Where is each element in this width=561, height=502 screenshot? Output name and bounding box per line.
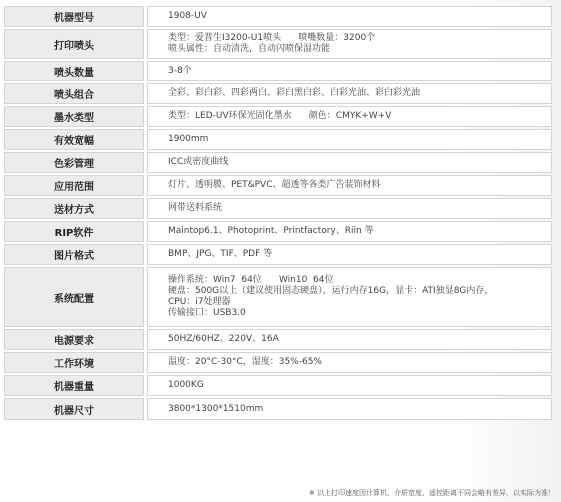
spec-label: 机器尺寸 xyxy=(4,398,144,420)
spec-label: 应用范围 xyxy=(4,175,144,196)
spec-row xyxy=(4,152,552,173)
spec-value xyxy=(147,106,552,127)
spec-label: 喷头组合 xyxy=(4,83,144,104)
spec-label: 有效宽幅 xyxy=(4,129,144,150)
spec-value-line: BMP、JPG、TIF、PDF 等 xyxy=(168,249,273,259)
spec-value xyxy=(147,398,552,420)
spec-value-line: 硬盘：500G以上（建议使用固态硬盘），运行内存16G，显卡：ATI独显8G内存， xyxy=(168,286,494,296)
spec-value xyxy=(147,129,552,150)
spec-value xyxy=(147,152,552,173)
spec-row xyxy=(4,83,552,104)
spec-value-line: Maintop6.1、Photoprint、Printfactory、Riin 等 xyxy=(168,226,374,236)
spec-row xyxy=(4,175,552,196)
spec-label: 墨水类型 xyxy=(4,106,144,127)
spec-value xyxy=(147,352,552,373)
spec-table xyxy=(4,6,552,420)
spec-label: 机器型号 xyxy=(4,6,144,27)
spec-value-line: 灯片、透明膜、PET&PVC、超透等各类广告装饰材料 xyxy=(168,180,381,190)
spec-value-line: 3800*1300*1510mm xyxy=(168,403,264,414)
spec-value-line: 1900mm xyxy=(168,134,209,144)
spec-value-line: 50HZ/60HZ、220V、16A xyxy=(168,334,279,344)
spec-value xyxy=(147,83,552,104)
spec-value-line: 3-8个 xyxy=(168,65,192,76)
spec-row xyxy=(4,29,552,59)
spec-row xyxy=(4,198,552,219)
spec-value-line: 类型：LED-UV环保光固化墨水 颜色：CMYK+W+V xyxy=(168,111,392,121)
spec-value-line: 温度：20°C-30°C，湿度：35%-65% xyxy=(168,357,322,367)
spec-row xyxy=(4,375,552,396)
spec-value-line: 全彩、彩白彩、四彩两白、彩白黑白彩、白彩光油、彩白彩光油 xyxy=(168,88,421,98)
spec-value-line: ICC或密度曲线 xyxy=(168,157,229,167)
footnote: ※ 以上打印速度因计算机、介质宽度、遥控距离不同会略有差异，以实际为准！ xyxy=(308,489,555,497)
spec-label: 工作环境 xyxy=(4,352,144,373)
spec-value xyxy=(147,267,552,327)
spec-row xyxy=(4,61,552,81)
spec-row xyxy=(4,329,552,350)
spec-label: 机器重量 xyxy=(4,375,144,396)
spec-label: 图片格式 xyxy=(4,244,144,265)
spec-value xyxy=(147,198,552,219)
spec-label: 色彩管理 xyxy=(4,152,144,173)
spec-value xyxy=(147,375,552,396)
spec-value xyxy=(147,175,552,196)
spec-value-line: 网带送料系统 xyxy=(168,203,223,213)
spec-value-line: CPU：i7处理器 xyxy=(168,297,231,307)
spec-row xyxy=(4,221,552,242)
spec-row xyxy=(4,244,552,265)
spec-label: 送材方式 xyxy=(4,198,144,219)
spec-row xyxy=(4,106,552,127)
spec-value xyxy=(147,329,552,350)
spec-row xyxy=(4,129,552,150)
spec-value-line: 1908-UV xyxy=(168,11,207,21)
spec-value xyxy=(147,6,552,27)
spec-label: 喷头数量 xyxy=(4,61,144,81)
spec-value-line: 传输接口：USB3.0 xyxy=(168,308,246,318)
spec-row xyxy=(4,267,552,327)
spec-label: 打印喷头 xyxy=(4,29,144,59)
spec-value xyxy=(147,244,552,265)
spec-value xyxy=(147,29,552,59)
spec-row xyxy=(4,6,552,27)
spec-value xyxy=(147,61,552,81)
spec-label: 电源要求 xyxy=(4,329,144,350)
spec-value-line: 类型：爱普生I3200-U1喷头 喷嘴数量：3200个 xyxy=(168,33,376,43)
spec-value-line: 操作系统：Win7 64位 Win10 64位 xyxy=(168,275,334,285)
spec-row xyxy=(4,398,552,420)
spec-label: RIP软件 xyxy=(4,221,144,242)
spec-value-line: 1000KG xyxy=(168,380,204,390)
spec-row xyxy=(4,352,552,373)
spec-value-line: 喷头属性：自动清洗，自动闪喷保湿功能 xyxy=(168,44,331,54)
spec-label: 系统配置 xyxy=(4,267,144,327)
spec-value xyxy=(147,221,552,242)
